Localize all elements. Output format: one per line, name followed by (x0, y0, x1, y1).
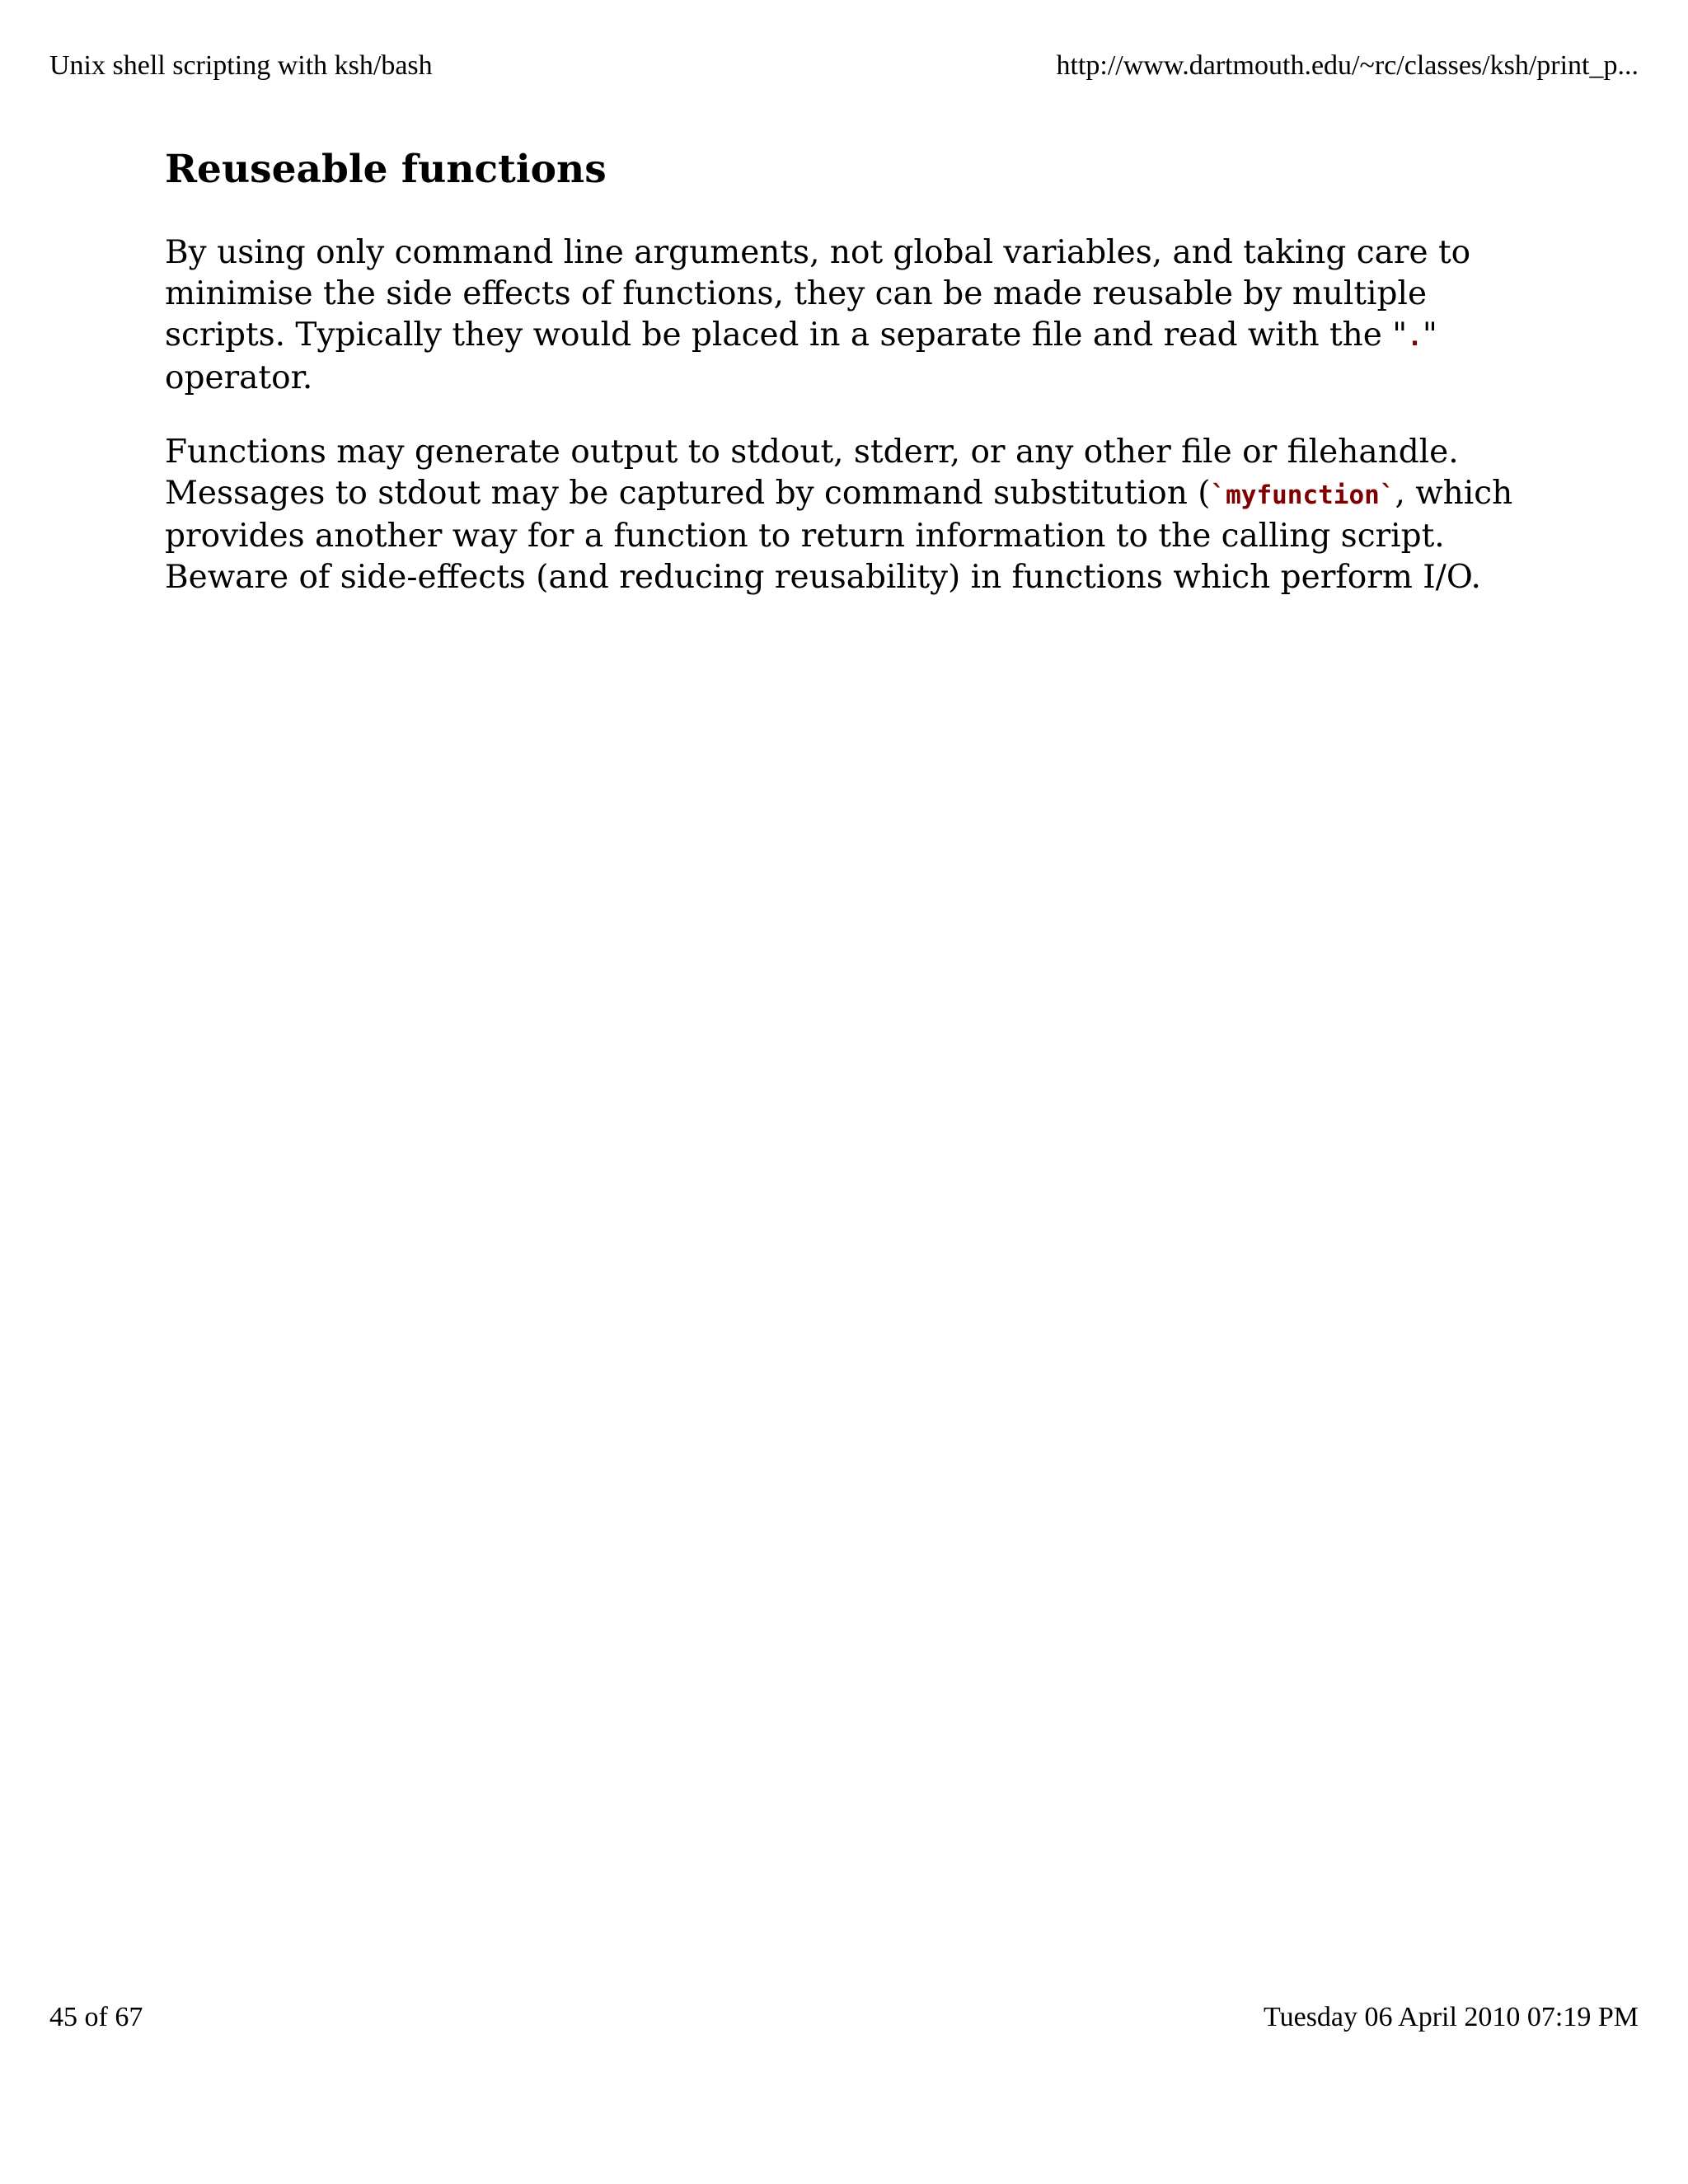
code-dot-operator: . (1407, 322, 1423, 352)
page-header (49, 49, 1639, 82)
page-footer (49, 2001, 1639, 2034)
paragraph-text: " operator. (165, 316, 1437, 396)
code-myfunction: `myfunction` (1210, 480, 1395, 510)
paragraph-function-output (165, 432, 1533, 598)
print-timestamp: Tuesday 06 April 2010 07:19 PM (1264, 2002, 1639, 2032)
header-title: Unix shell scripting with ksh/bash (49, 50, 433, 81)
section-title: Reuseable functions (165, 147, 607, 192)
paragraph-text: , which provides another way for a function to return information to the calling script. Beware of side-effects (and reducing reusability) in functions which perform I/O. (165, 475, 1513, 596)
page-number: 45 of 67 (49, 2002, 143, 2032)
paragraph-text: By using only command line arguments, not global variables, and taking care to minimise the side effects of functions, they can be made reusable by multiple scripts. Typically they would be placed in a separate file and read with the " (165, 234, 1471, 354)
page-content (165, 147, 1533, 631)
paragraph-text: Functions may generate output to stdout, stderr, or any other file or filehandle. Messages to stdout may be captured by command substitution ( (165, 434, 1459, 512)
header-url: http://www.dartmouth.edu/~rc/classes/ksh/print_p... (1056, 50, 1639, 81)
paragraph-reusable-functions (165, 232, 1533, 399)
